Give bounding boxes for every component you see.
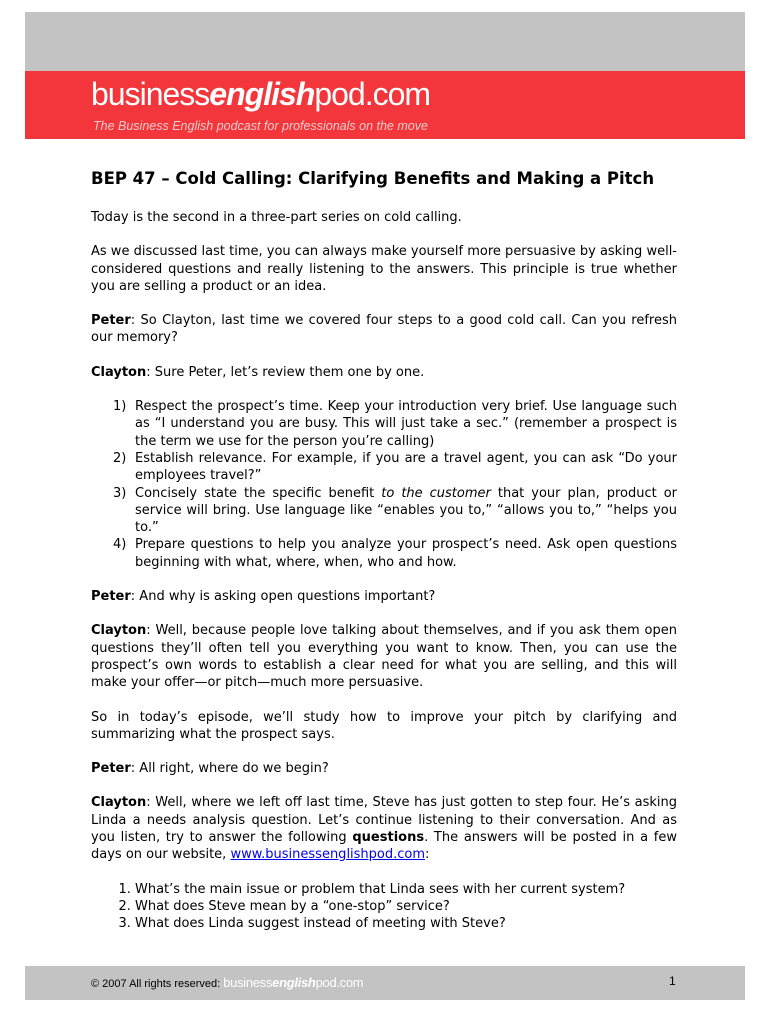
dialogue-line: [91, 312, 677, 347]
speaker-name: Peter: [91, 761, 131, 777]
step-item: 4) Prepare questions to help you analyze your prospect’s need. Ask open questions beginning with what, where, when, who and how.: [113, 537, 677, 570]
dialogue-line: [91, 794, 677, 863]
episode-paragraph: So in today’s episode, we’ll study how to improve your pitch by clarifying and summarizing what the prospect says.: [91, 709, 677, 742]
step-text: that your plan, product or service will bring. Use language like “enables you to,” “allows you to,” “helps you to.”: [135, 485, 677, 536]
footer-copyright: [91, 975, 363, 990]
dialogue-text: :: [425, 847, 430, 863]
dialogue-line: [91, 588, 677, 605]
brand-post: pod.com: [314, 76, 431, 112]
brand-mid: english: [209, 76, 315, 112]
dialogue-text: : Well, because people love talking about themselves, and if you ask them open questions they’ll often tell you everything you want to know. Then, you can use the prospect’s own words to establish a clear need for what you are selling, and this will make your offer—or pitch—much more persuasive.: [91, 623, 677, 691]
question-item: 2. What does Steve mean by a “one-stop” service?: [135, 898, 677, 915]
page-title: BEP 47 – Cold Calling: Clarifying Benefits and Making a Pitch: [91, 169, 655, 188]
speaker-name: Peter: [91, 589, 131, 605]
top-gray-band: [25, 12, 745, 71]
dialogue-text: : Well, where we left off last time, Steve has just gotten to step four. He’s asking Linda a needs analysis question. Let’s continue listening to their conversation. And as you listen, try to answer the following: [91, 795, 677, 846]
question-item: 1. What’s the main issue or problem that Linda sees with her current system?: [135, 881, 677, 898]
questions-emphasis: questions: [352, 830, 425, 846]
brand-logo: [91, 76, 430, 113]
footer-brand-pre: business: [223, 975, 273, 990]
dialogue-line: [91, 364, 677, 381]
dialogue-line: [91, 622, 677, 691]
speaker-name: Clayton: [91, 795, 147, 811]
dialogue-text: . The answers will be posted in a few days on our website,: [91, 830, 677, 863]
copyright-text: © 2007 All rights reserved:: [91, 978, 224, 990]
step-text: Concisely state the specific benefit: [135, 485, 382, 501]
step-item: 2) Establish relevance. For example, if you are a travel agent, you can ask “Do your employees travel?”: [113, 450, 677, 484]
dialogue-text: : And why is asking open questions important?: [130, 589, 436, 605]
question-item: 3. What does Linda suggest instead of meeting with Steve?: [135, 915, 677, 932]
intro-paragraph: Today is the second in a three-part series on cold calling.: [91, 210, 462, 225]
footer-brand-mid: english: [272, 975, 316, 990]
speaker-name: Clayton: [91, 623, 147, 639]
principle-paragraph: As we discussed last time, you can always make yourself more persuasive by asking well-considered questions and really listening to the answers. This principle is true whether you are selling a product or an idea.: [91, 244, 677, 294]
dialogue-line: [91, 760, 677, 777]
step-text: Prepare questions to help you analyze your prospect’s need. Ask open questions beginning with what, where, when, who and how.: [135, 537, 677, 570]
dialogue-text: : All right, where do we begin?: [130, 761, 329, 777]
footer-brand: [223, 975, 363, 990]
footer-brand-post: pod.com: [315, 975, 364, 990]
step-item: 1) Respect the prospect’s time. Keep your introduction very brief. Use language such as “I understand you are busy. This will just take a sec.” (remember a prospect is the term we use for the person you’re calling): [113, 399, 677, 449]
dialogue-text: : Sure Peter, let’s review them one by one.: [146, 364, 425, 380]
step-text: Establish relevance. For example, if you are a travel agent, you can ask “Do your employees travel?”: [135, 450, 677, 484]
step-text: Respect the prospect’s time. Keep your introduction very brief. Use language such as “I understand you are busy. This will just take a sec.” (remember a prospect is the term we use for the person you’re calling): [135, 399, 677, 449]
dialogue-text: : So Clayton, last time we covered four steps to a good cold call. Can you refresh our memory?: [91, 313, 677, 346]
brand-pre: business: [91, 76, 210, 112]
website-link[interactable]: www.businessenglishpod.com: [230, 847, 426, 863]
step-item: 3) Concisely state the specific benefit to the customer that your plan, product or service will bring. Use language like “enables you to,” “allows you to,” “helps you to.”: [113, 485, 677, 536]
steps-list: [91, 398, 677, 571]
tagline: The Business English podcast for professionals on the move: [93, 119, 428, 133]
speaker-name: Clayton: [91, 364, 147, 380]
questions-list: [91, 881, 677, 933]
document-body: [91, 168, 677, 950]
speaker-name: Peter: [91, 313, 131, 329]
page-number: 1: [669, 974, 676, 988]
step-emphasis: to the customer: [381, 485, 491, 501]
